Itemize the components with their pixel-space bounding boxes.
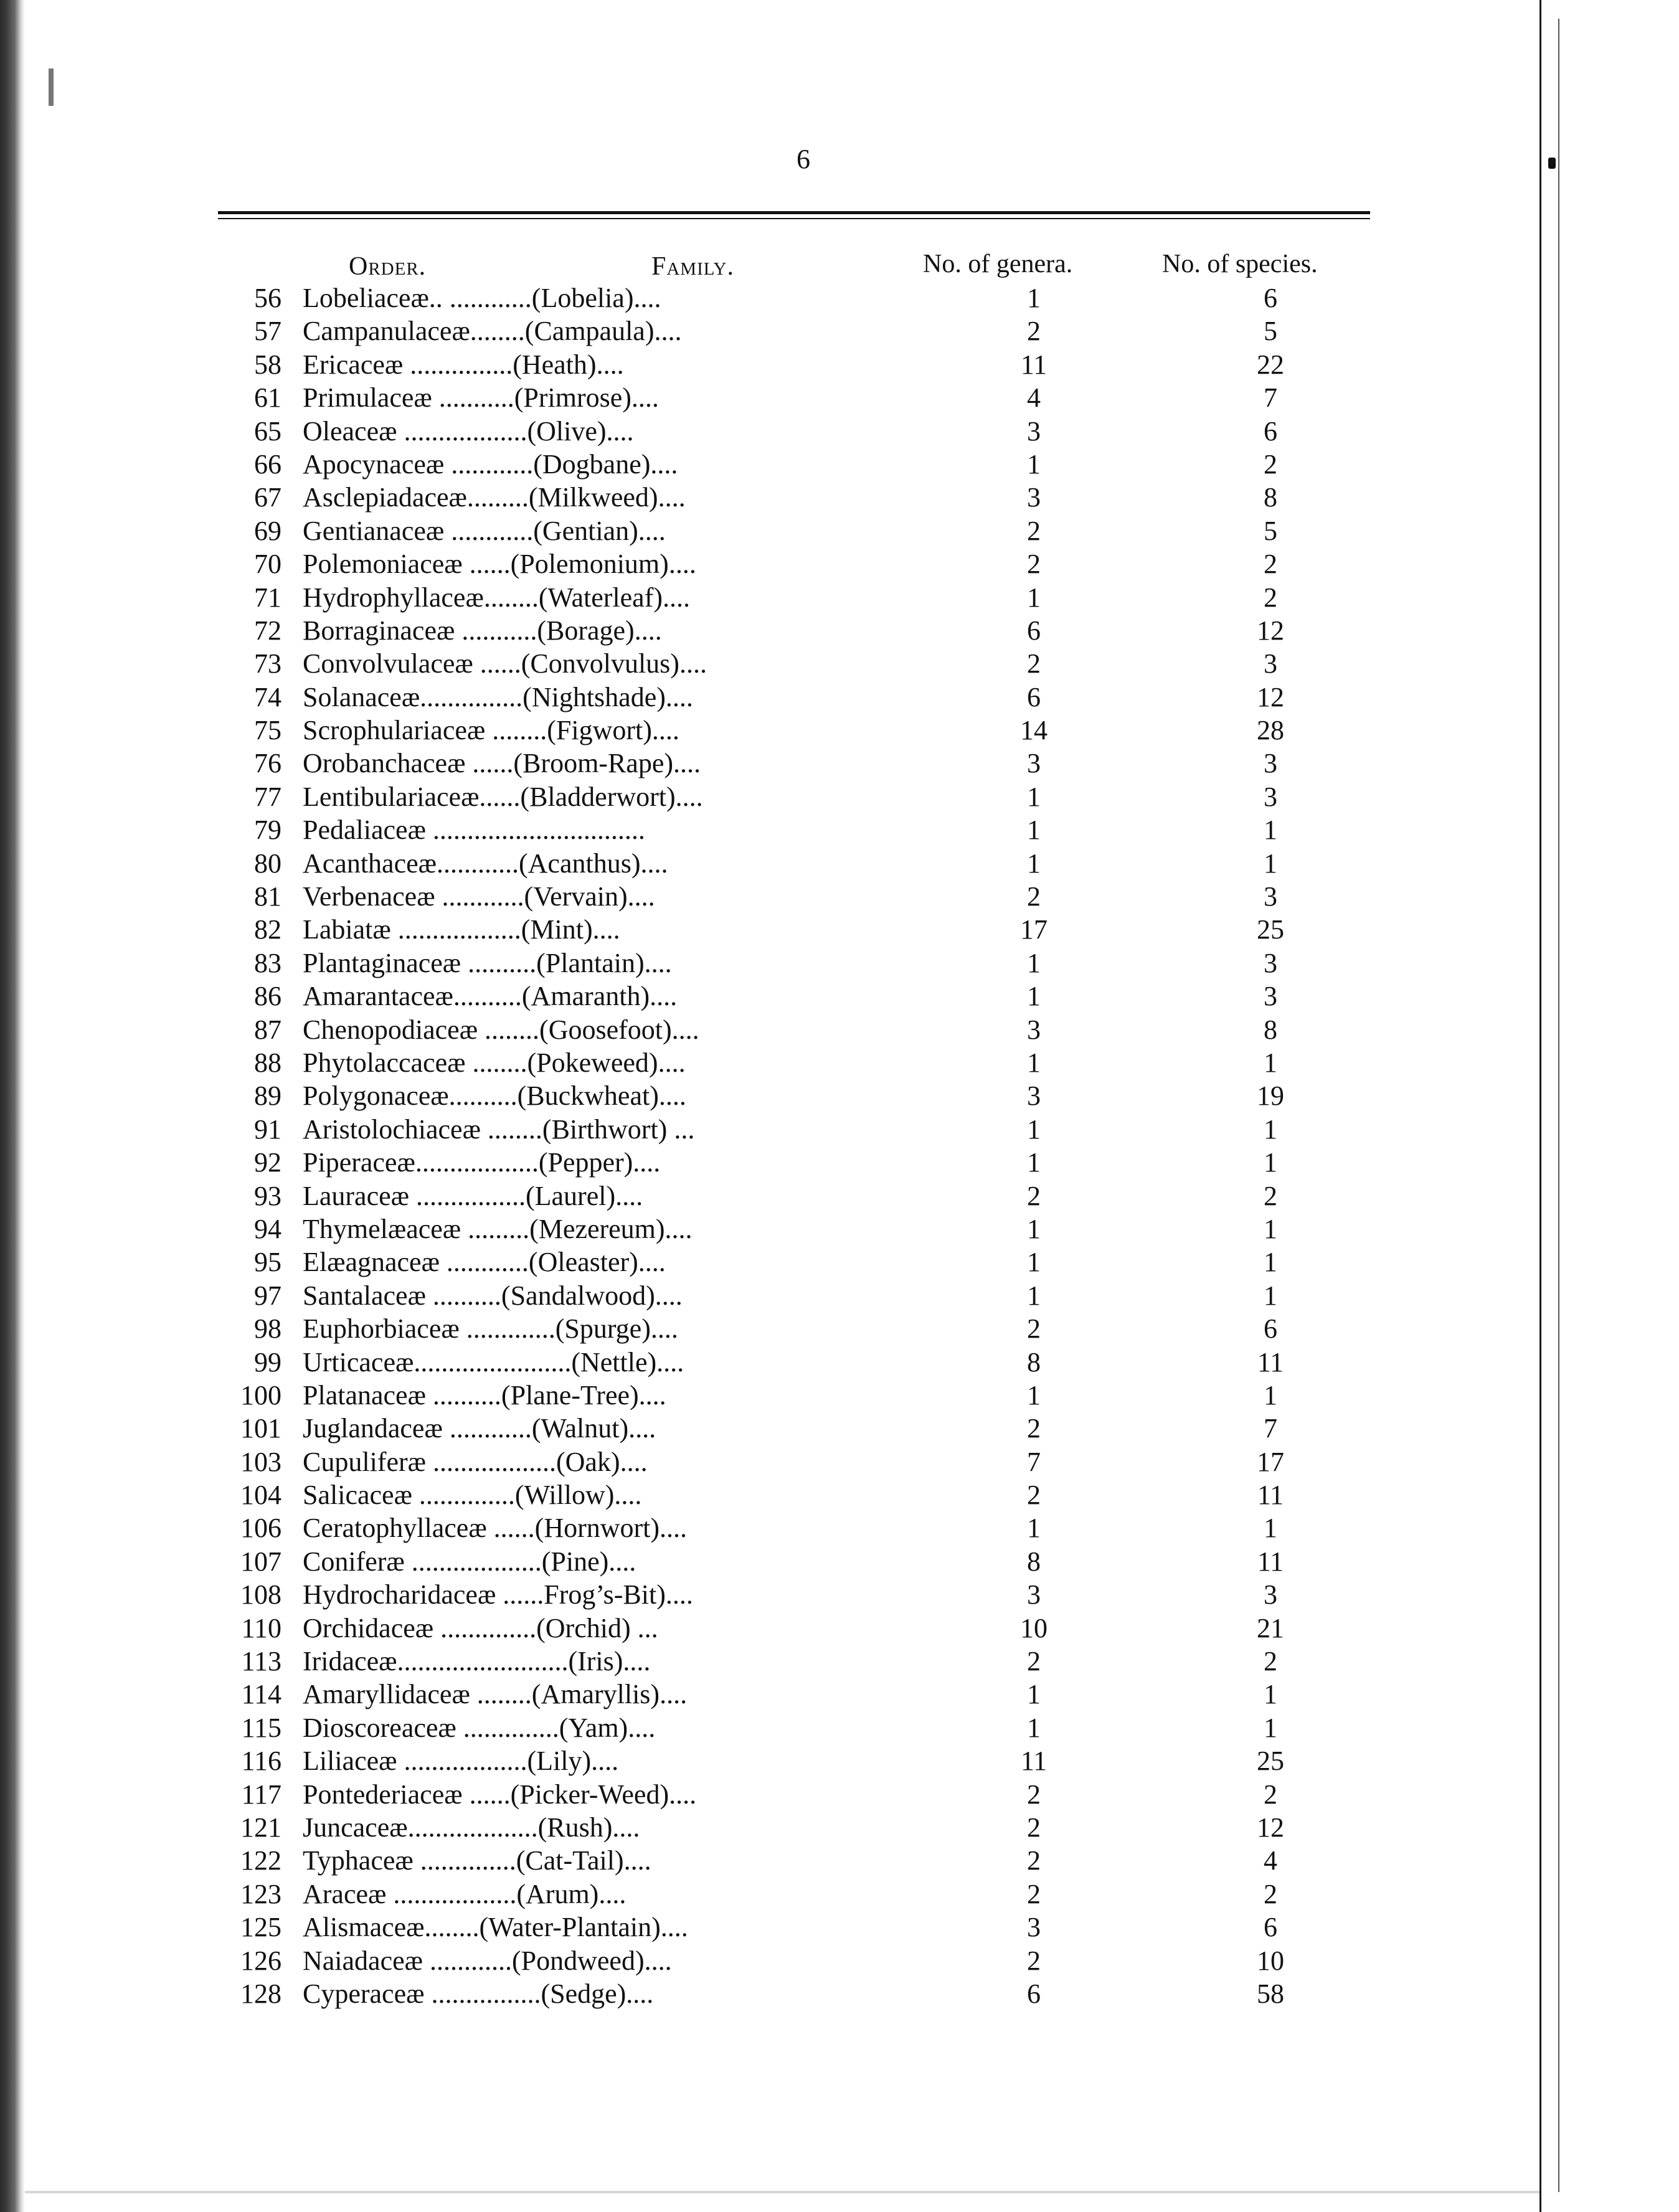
order-number: 114 [241, 1679, 281, 1710]
species-count: 1 [1264, 815, 1277, 846]
order-family-entry: Juncaceæ...................(Rush).... [303, 1812, 640, 1843]
genera-count: 3 [1027, 482, 1041, 513]
order-family-entry: Amaryllidaceæ ........(Amaryllis).... [303, 1679, 688, 1710]
order-number: 86 [254, 981, 281, 1012]
genera-count: 14 [1020, 715, 1048, 746]
genera-count: 4 [1027, 382, 1041, 414]
species-count: 6 [1264, 1912, 1277, 1943]
order-number: 101 [240, 1413, 281, 1444]
table-row [0, 1146, 1679, 1179]
order-number: 92 [254, 1147, 281, 1178]
order-family-entry: Polemoniaceæ ......(Polemonium).... [303, 549, 696, 580]
order-family-entry: Cupuliferæ ..................(Oak).... [303, 1446, 648, 1477]
species-count: 3 [1264, 1579, 1277, 1610]
genera-count: 3 [1027, 1014, 1041, 1045]
species-count: 5 [1264, 316, 1277, 347]
species-count: 25 [1257, 1746, 1284, 1777]
genera-count: 3 [1027, 748, 1041, 779]
species-count: 6 [1264, 415, 1277, 447]
order-number: 88 [254, 1047, 281, 1078]
order-number: 69 [254, 515, 281, 546]
table-row [0, 1678, 1679, 1711]
order-number: 98 [254, 1313, 281, 1345]
genera-count: 1 [1027, 582, 1041, 613]
order-family-entry: Santalaceæ ..........(Sandalwood).... [303, 1280, 683, 1311]
order-number: 106 [240, 1513, 281, 1544]
species-count: 2 [1264, 1180, 1277, 1211]
order-number: 126 [240, 1945, 281, 1976]
table-row [0, 714, 1679, 747]
species-count: 19 [1257, 1080, 1284, 1112]
order-number: 113 [241, 1646, 281, 1677]
table-row [0, 1511, 1679, 1544]
species-count: 1 [1264, 1113, 1277, 1145]
species-count: 1 [1264, 1679, 1277, 1710]
species-count: 17 [1257, 1446, 1284, 1477]
table-row [0, 847, 1679, 880]
order-family-entry: Solanaceæ...............(Nightshade).... [303, 681, 693, 712]
order-family-entry: Pontederiaceæ ......(Picker-Weed).... [303, 1779, 697, 1810]
genera-count: 1 [1027, 1379, 1041, 1411]
order-number: 103 [240, 1446, 281, 1477]
genera-count: 11 [1020, 349, 1048, 380]
order-number: 121 [240, 1812, 281, 1843]
order-family-entry: Convolvulaceæ ......(Convolvulus).... [303, 648, 707, 679]
table-row [0, 1379, 1679, 1412]
table-row [0, 1944, 1679, 1977]
species-count: 1 [1264, 1213, 1277, 1244]
table-row [0, 448, 1679, 481]
genera-count: 7 [1027, 1446, 1041, 1477]
genera-count: 1 [1027, 815, 1041, 846]
order-number: 56 [254, 283, 281, 313]
species-count: 3 [1264, 748, 1277, 779]
order-number: 75 [254, 715, 281, 746]
table-row [0, 314, 1679, 347]
species-count: 7 [1264, 1413, 1277, 1444]
scan-edge-bottom [25, 2191, 1539, 2193]
genera-count: 3 [1027, 415, 1041, 447]
order-family-entry: Juglandaceæ ............(Walnut).... [303, 1413, 656, 1444]
order-number: 116 [241, 1746, 281, 1777]
table-row [0, 780, 1679, 813]
species-count: 12 [1257, 615, 1284, 646]
order-number: 65 [254, 415, 281, 447]
species-count: 3 [1264, 648, 1277, 679]
genera-count: 1 [1027, 848, 1041, 879]
genera-count: 1 [1027, 1513, 1041, 1544]
table-row [0, 1578, 1679, 1611]
order-family-entry: Pedaliaceæ ............................... [303, 815, 645, 846]
species-count: 1 [1264, 1712, 1277, 1743]
species-count: 11 [1257, 1480, 1284, 1511]
species-count: 1 [1264, 1047, 1277, 1078]
table-row [0, 1612, 1679, 1645]
table-row [0, 1412, 1679, 1445]
order-number: 83 [254, 947, 281, 978]
order-family-entry: Coniferæ ...................(Pine).... [303, 1546, 636, 1577]
table-row [0, 1744, 1679, 1777]
table-row [0, 813, 1679, 846]
species-count: 8 [1264, 482, 1277, 513]
genera-count: 2 [1027, 648, 1041, 679]
species-count: 1 [1264, 1147, 1277, 1178]
order-number: 58 [254, 349, 281, 380]
genera-count: 1 [1027, 781, 1041, 812]
genera-count: 1 [1027, 448, 1041, 480]
order-number: 66 [254, 448, 281, 480]
table-row [0, 281, 1679, 314]
scan-mark [49, 69, 54, 106]
species-count: 2 [1264, 1878, 1277, 1909]
genera-count: 1 [1027, 1213, 1041, 1244]
table-row [0, 1844, 1679, 1877]
table-row [0, 1711, 1679, 1744]
order-family-entry: Acanthaceæ............(Acanthus).... [303, 848, 668, 879]
species-count: 5 [1264, 515, 1277, 546]
table-row [0, 1811, 1679, 1844]
order-number: 67 [254, 482, 281, 513]
table-row [0, 1445, 1679, 1478]
order-number: 74 [254, 681, 281, 712]
genera-count: 10 [1020, 1612, 1048, 1643]
species-count: 2 [1264, 582, 1277, 613]
order-family-entry: Apocynaceæ ............(Dogbane).... [303, 448, 678, 480]
species-count: 6 [1264, 283, 1277, 313]
order-number: 104 [240, 1480, 281, 1511]
order-number: 123 [240, 1878, 281, 1909]
table-row [0, 747, 1679, 780]
order-number: 87 [254, 1014, 281, 1045]
table-row [0, 1977, 1679, 2010]
order-number: 115 [241, 1712, 281, 1743]
order-family-entry: Aristolochiaceæ ........(Birthwort) ... [303, 1113, 695, 1145]
order-family-entry: Lobeliaceæ.. ............(Lobelia).... [303, 283, 661, 313]
genera-count: 2 [1027, 881, 1041, 912]
order-family-entry: Alismaceæ........(Water-Plantain).... [303, 1912, 688, 1943]
table-row [0, 647, 1679, 680]
genera-count: 1 [1027, 981, 1041, 1012]
table-row [0, 1778, 1679, 1811]
table-row [0, 681, 1679, 714]
order-number: 72 [254, 615, 281, 646]
genera-count: 2 [1027, 1779, 1041, 1810]
order-family-entry: Cyperaceæ ................(Sedge).... [303, 1978, 654, 2009]
order-family-entry: Verbenaceæ ............(Vervain).... [303, 881, 655, 912]
table-row [0, 1545, 1679, 1578]
species-count: 2 [1264, 1646, 1277, 1677]
order-number: 117 [241, 1779, 281, 1810]
order-family-entry: Liliaceæ ..................(Lily).... [303, 1746, 619, 1777]
order-number: 71 [254, 582, 281, 613]
species-count: 11 [1257, 1346, 1284, 1378]
order-number: 97 [254, 1280, 281, 1311]
genera-count: 6 [1027, 681, 1041, 712]
order-number: 100 [240, 1379, 281, 1411]
species-count: 6 [1264, 1313, 1277, 1345]
genera-count: 2 [1027, 1945, 1041, 1976]
genera-count: 2 [1027, 1313, 1041, 1345]
genera-count: 2 [1027, 1878, 1041, 1909]
order-family-entry: Asclepiadaceæ.........(Milkweed).... [303, 482, 686, 513]
genera-count: 1 [1027, 1147, 1041, 1178]
order-family-entry: Naiadaceæ ............(Pondweed).... [303, 1945, 672, 1976]
order-family-entry: Labiatæ ..................(Mint).... [303, 914, 620, 945]
genera-count: 8 [1027, 1346, 1041, 1378]
table-row [0, 481, 1679, 514]
order-number: 95 [254, 1247, 281, 1278]
species-count: 4 [1264, 1845, 1277, 1876]
order-family-entry: Plantaginaceæ ..........(Plantain).... [303, 947, 672, 978]
genera-count: 17 [1020, 914, 1048, 945]
table-row [0, 547, 1679, 580]
table-row [0, 1179, 1679, 1212]
order-family-entry: Chenopodiaceæ ........(Goosefoot).... [303, 1014, 699, 1045]
species-count: 3 [1264, 881, 1277, 912]
table-row [0, 415, 1679, 448]
species-count: 12 [1257, 681, 1284, 712]
order-family-entry: Hydrocharidaceæ ......Frog’s-Bit).... [303, 1579, 693, 1610]
genera-count: 6 [1027, 1978, 1041, 2009]
order-family-entry: Dioscoreaceæ ..............(Yam).... [303, 1712, 656, 1743]
genera-count: 2 [1027, 1845, 1041, 1876]
order-family-entry: Lauraceæ ................(Laurel).... [303, 1180, 643, 1211]
species-count: 2 [1264, 448, 1277, 480]
order-number: 89 [254, 1080, 281, 1112]
genera-count: 1 [1027, 1679, 1041, 1710]
order-number: 110 [241, 1612, 281, 1643]
order-family-entry: Lentibulariaceæ......(Bladderwort).... [303, 781, 703, 812]
order-number: 82 [254, 914, 281, 945]
table-header [0, 249, 1679, 286]
order-family-entry: Platanaceæ ..........(Plane-Tree).... [303, 1379, 666, 1411]
genera-count: 2 [1027, 1180, 1041, 1211]
species-count: 2 [1264, 1779, 1277, 1810]
order-family-entry: Salicaceæ ..............(Willow).... [303, 1480, 642, 1511]
species-count: 3 [1264, 981, 1277, 1012]
order-family-entry: Ericaceæ ...............(Heath).... [303, 349, 624, 380]
species-count: 1 [1264, 1247, 1277, 1278]
species-count: 1 [1264, 848, 1277, 879]
order-family-entry: Oleaceæ ..................(Olive).... [303, 415, 634, 447]
header-genera: No. of genera. [923, 250, 1073, 278]
species-count: 11 [1257, 1546, 1284, 1577]
genera-count: 1 [1027, 1113, 1041, 1145]
table-row [0, 980, 1679, 1013]
genera-count: 2 [1027, 1812, 1041, 1843]
order-family-entry: Araceæ ..................(Arum).... [303, 1878, 627, 1909]
order-family-entry: Gentianaceæ ............(Gentian).... [303, 515, 666, 546]
scan-speck [1548, 158, 1556, 169]
species-count: 1 [1264, 1513, 1277, 1544]
table-row [0, 1212, 1679, 1245]
header-rule-thin [218, 218, 1370, 219]
genera-count: 1 [1027, 283, 1041, 313]
genera-count: 2 [1027, 549, 1041, 580]
genera-count: 1 [1027, 1712, 1041, 1743]
genera-count: 6 [1027, 615, 1041, 646]
table-row [0, 947, 1679, 980]
order-number: 81 [254, 881, 281, 912]
table-row [0, 1346, 1679, 1379]
genera-count: 2 [1027, 316, 1041, 347]
order-family-entry: Orobanchaceæ ......(Broom-Rape).... [303, 748, 701, 779]
genera-count: 1 [1027, 1047, 1041, 1078]
table-row [0, 1478, 1679, 1511]
genera-count: 1 [1027, 947, 1041, 978]
order-family-entry: Hydrophyllaceæ........(Waterleaf).... [303, 582, 690, 613]
table-row [0, 514, 1679, 547]
order-number: 107 [240, 1546, 281, 1577]
order-number: 108 [240, 1579, 281, 1610]
table-row [0, 913, 1679, 946]
genera-count: 3 [1027, 1579, 1041, 1610]
species-count: 25 [1257, 914, 1284, 945]
table-row [0, 1245, 1679, 1279]
table-row [0, 1911, 1679, 1944]
table-row [0, 1113, 1679, 1146]
genera-count: 2 [1027, 1413, 1041, 1444]
header-family: Family. [651, 252, 734, 281]
genera-count: 1 [1027, 1247, 1041, 1278]
order-number: 57 [254, 316, 281, 347]
species-count: 58 [1257, 1978, 1284, 2009]
species-count: 10 [1257, 1945, 1284, 1976]
order-family-entry: Campanulaceæ........(Campaula).... [303, 316, 682, 347]
table-row [0, 614, 1679, 647]
species-count: 8 [1264, 1014, 1277, 1045]
order-number: 125 [240, 1912, 281, 1943]
species-count: 7 [1264, 382, 1277, 414]
species-count: 28 [1257, 715, 1284, 746]
page-number: 6 [797, 144, 810, 174]
species-count: 3 [1264, 947, 1277, 978]
order-family-entry: Elæagnaceæ ............(Oleaster).... [303, 1247, 666, 1278]
order-number: 94 [254, 1213, 281, 1244]
header-order: Order. [349, 252, 427, 281]
order-number: 122 [240, 1845, 281, 1876]
table-row [0, 1279, 1679, 1312]
genera-count: 2 [1027, 1480, 1041, 1511]
species-count: 12 [1257, 1812, 1284, 1843]
genera-count: 1 [1027, 1280, 1041, 1311]
order-family-entry: Amarantaceæ..........(Amaranth).... [303, 981, 678, 1012]
table-row [0, 1046, 1679, 1079]
table-row [0, 1878, 1679, 1911]
order-family-entry: Primulaceæ ...........(Primrose).... [303, 382, 659, 414]
order-family-entry: Iridaceæ.........................(Iris).... [303, 1646, 651, 1677]
genera-count: 2 [1027, 515, 1041, 546]
order-family-entry: Euphorbiaceæ .............(Spurge).... [303, 1313, 678, 1345]
table-row [0, 1079, 1679, 1112]
order-number: 70 [254, 549, 281, 580]
genera-count: 3 [1027, 1912, 1041, 1943]
order-family-entry: Polygonaceæ..........(Buckwheat).... [303, 1080, 686, 1112]
species-count: 1 [1264, 1379, 1277, 1411]
table-row [0, 348, 1679, 381]
order-family-entry: Urticaceæ.......................(Nettle).... [303, 1346, 684, 1378]
order-family-entry: Thymelæaceæ .........(Mezereum).... [303, 1213, 693, 1244]
order-family-entry: Scrophulariaceæ ........(Figwort).... [303, 715, 679, 746]
genera-count: 3 [1027, 1080, 1041, 1112]
order-family-entry: Piperaceæ..................(Pepper).... [303, 1147, 661, 1178]
order-family-entry: Orchidaceæ ..............(Orchid) ... [303, 1612, 658, 1643]
table-row [0, 581, 1679, 614]
genera-count: 8 [1027, 1546, 1041, 1577]
genera-count: 2 [1027, 1646, 1041, 1677]
species-count: 1 [1264, 1280, 1277, 1311]
order-number: 79 [254, 815, 281, 846]
order-family-entry: Ceratophyllaceæ ......(Hornwort).... [303, 1513, 688, 1544]
order-number: 80 [254, 848, 281, 879]
plant-orders-table [0, 281, 1679, 2010]
species-count: 3 [1264, 781, 1277, 812]
order-family-entry: Phytolaccaceæ ........(Pokeweed).... [303, 1047, 686, 1078]
order-number: 73 [254, 648, 281, 679]
order-number: 61 [254, 382, 281, 414]
species-count: 22 [1257, 349, 1284, 380]
species-count: 21 [1257, 1612, 1284, 1643]
order-number: 99 [254, 1346, 281, 1378]
order-number: 77 [254, 781, 281, 812]
genera-count: 11 [1020, 1746, 1048, 1777]
order-number: 93 [254, 1180, 281, 1211]
order-number: 128 [240, 1978, 281, 2009]
table-row [0, 1645, 1679, 1678]
order-number: 76 [254, 748, 281, 779]
order-family-entry: Borraginaceæ ...........(Borage).... [303, 615, 662, 646]
table-row [0, 1312, 1679, 1345]
table-row [0, 880, 1679, 913]
header-species: No. of species. [1162, 250, 1318, 278]
order-number: 91 [254, 1113, 281, 1145]
table-row [0, 381, 1679, 414]
table-row [0, 1013, 1679, 1046]
header-rule-thick [218, 211, 1370, 214]
order-family-entry: Typhaceæ ..............(Cat-Tail).... [303, 1845, 651, 1876]
species-count: 2 [1264, 549, 1277, 580]
